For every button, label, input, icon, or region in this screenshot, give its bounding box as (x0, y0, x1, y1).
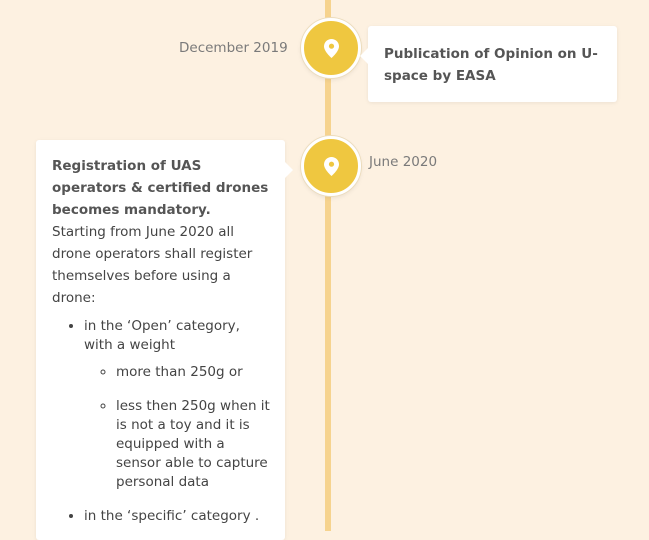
weight-sublist (84, 363, 271, 492)
event-title: Publication of Opinion on U-space by EASA (384, 46, 598, 84)
list-item: • in the ‘specific’ category . (84, 507, 271, 526)
event-description (52, 155, 271, 309)
event-title: Registration of UAS operators & certified drones becomes mandatory. (52, 158, 269, 218)
timeline-marker (301, 136, 361, 196)
map-pin-icon (324, 157, 339, 176)
event-card (368, 26, 617, 102)
event-date: June 2020 (369, 154, 438, 170)
map-pin-icon (324, 39, 339, 58)
list-item (84, 317, 271, 492)
timeline-line (325, 0, 331, 531)
event-body: Starting from June 2020 all drone operators shall register themselves before using a drone: (52, 224, 253, 306)
category-list (52, 317, 271, 526)
list-item: ◦ less then 250g when it is not a toy and it is equipped with a sensor able to capture personal data (116, 397, 271, 492)
timeline-marker (301, 18, 361, 78)
list-item: ◦ more than 250g or (116, 363, 271, 382)
event-date: December 2019 (179, 40, 288, 56)
list-item-text: in the ‘Open’ category, with a weight (84, 318, 240, 353)
event-card (36, 140, 285, 540)
